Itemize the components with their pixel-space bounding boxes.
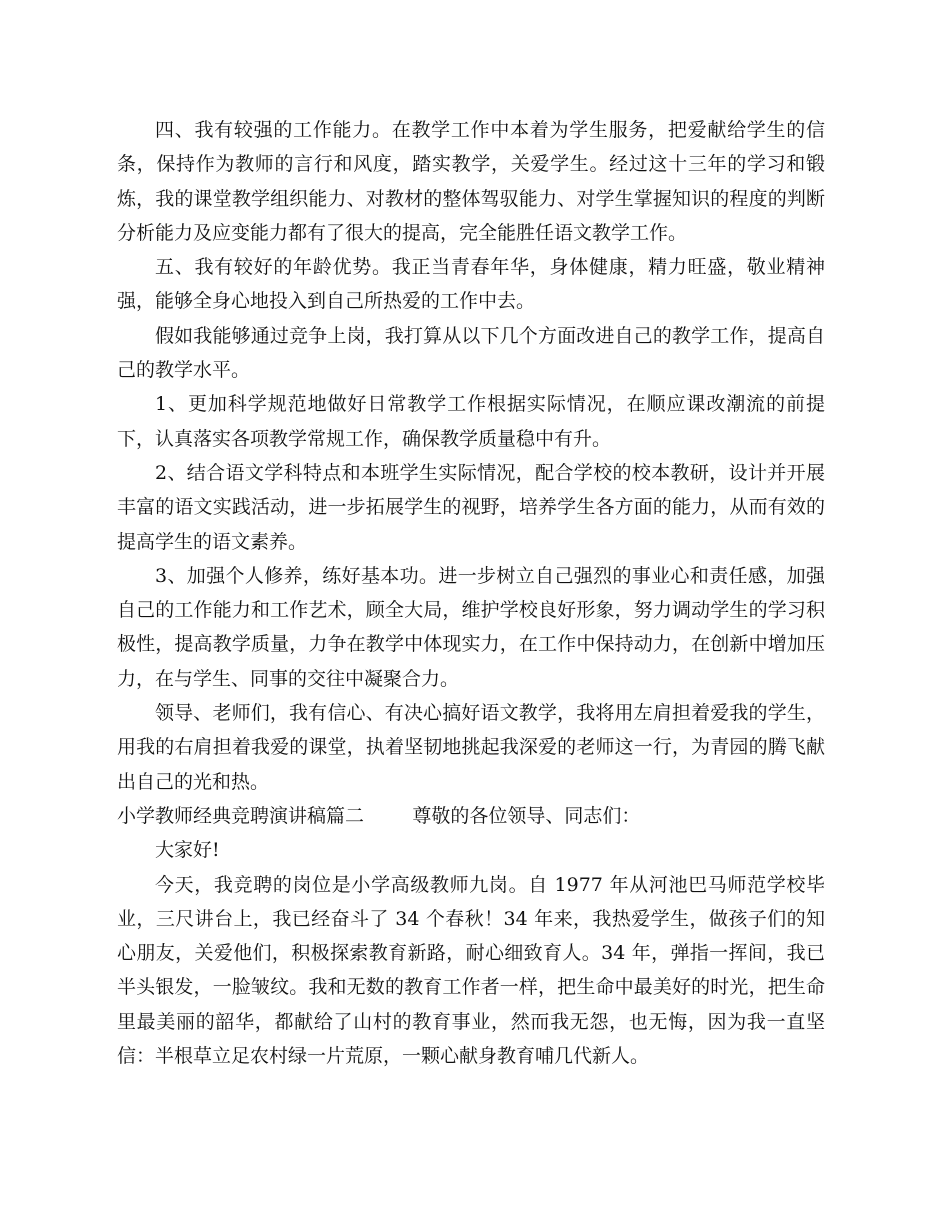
paragraph-conclusion: 领导、老师们，我有信心、有决心搞好语文教学，我将用左肩担着爱我的学生，用我的右肩担着我爱的课堂，执着坚韧地挑起我深爱的老师这一行，为青园的腾飞献出自己的光和热。 xyxy=(117,702,825,793)
paragraph-plan-3: 3、加强个人修养，练好基本功。进一步树立自己强烈的事业心和责任感，加强自己的工作能力和工作艺术，顾全大局，维护学校良好形象，努力调动学生的学习积极性，提高教学质量，力争在教学中体现实力，在工作中保持动力，在创新中增加压力，在与学生、同事的交往中凝聚合力。 xyxy=(117,564,825,690)
paragraph-ability: 四、我有较强的工作能力。在教学工作中本着为学生服务，把爱献给学生的信条，保持作为教师的言行和风度，踏实教学，关爱学生。经过这十三年的学习和锻炼，我的课堂教学组织能力、对教材的整体驾驭能力、对学生掌握知识的程度的判断分析能力及应变能力都有了很大的提高，完全能胜任语文教学工作。 xyxy=(117,119,825,244)
paragraph-career-history: 今天，我竞聘的岗位是小学高级教师九岗。自 1977 年从河池巴马师范学校毕业，三尺讲台上，我已经奋斗了 34 个春秋！34 年来，我热爱学生，做孩子们的知心朋友，关爱他们，积极探索教育新路，耐心细致育人。34 年，弹指一挥间，我已半头银发，一脸皱纹。我和无数的教育工作者一样，把生命中最美好的时光，把生命里最美丽的韶华，都献给了山村的教育事业，然而我无怨，也无悔，因为我一直坚信：半根草立足农村绿一片荒原，一颗心献身教育哺几代新人。 xyxy=(117,873,825,1068)
paragraph-plan-2: 2、结合语文学科特点和本班学生实际情况，配合学校的校本教研，设计并开展丰富的语文实践活动，进一步拓展学生的视野，培养学生各方面的能力，从而有效的提高学生的语文素养。 xyxy=(117,461,825,553)
section-title-line: 小学教师经典竞聘演讲稿篇二 尊敬的各位领导、同志们： xyxy=(117,804,641,827)
greeting: 大家好! xyxy=(155,839,220,862)
document-body xyxy=(117,113,825,1073)
paragraph-improvement-intro: 假如我能够通过竞争上岗，我打算从以下几个方面改进自己的教学工作，提高自己的教学水平。 xyxy=(117,324,825,382)
paragraph-age-advantage: 五、我有较好的年龄优势。我正当青春年华，身体健康，精力旺盛，敬业精神强，能够全身心地投入到自己所热爱的工作中去。 xyxy=(117,256,825,313)
paragraph-plan-1: 1、更加科学规范地做好日常教学工作根据实际情况，在顺应课改潮流的前提下，认真落实各项教学常规工作，确保教学质量稳中有升。 xyxy=(117,393,825,450)
